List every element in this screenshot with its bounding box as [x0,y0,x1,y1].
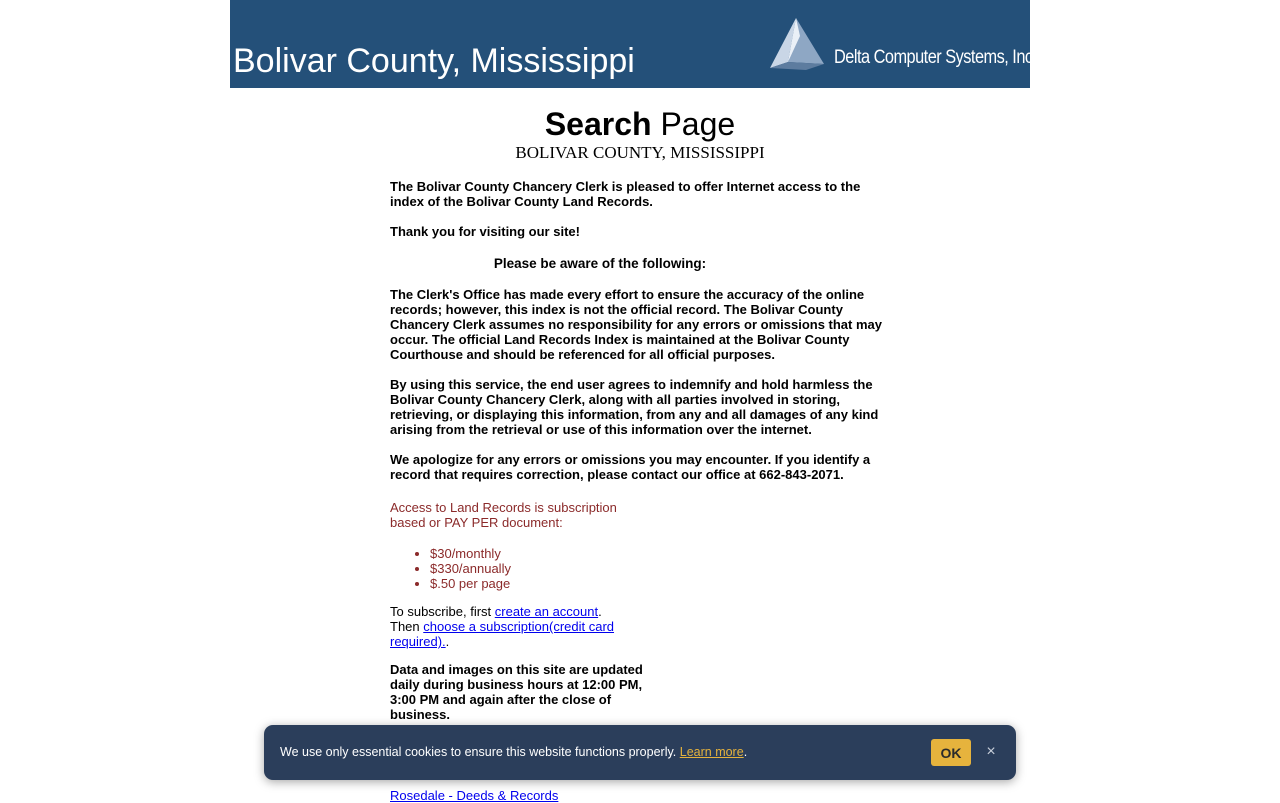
header-banner [230,0,1037,88]
page-title [0,104,1280,144]
fee-item-monthly: • $30/monthly [430,546,511,561]
close-icon[interactable]: × [986,743,996,760]
subscribe-text [390,604,650,649]
subscribe-prefix: To subscribe, first [390,604,495,619]
learn-more-link[interactable]: Learn more [679,745,744,759]
aware-heading: Please be aware of the following: [493,256,707,271]
page-title-rest: Page [651,106,736,142]
rosedale-records-link[interactable]: Rosedale - Deeds & Records [390,788,559,803]
indemnify-text: By using this service, the end user agrees to indemnify and hold harmless the Bolivar County Chancery Clerk, along with all parties involved in storing, retrieving, or displaying this information, from any and all damages of any kind arising from the retrieval or use of this information over the internet. [390,377,879,437]
choose-subscription-link[interactable]: choose a subscription(credit card required). [390,619,615,649]
logo-text: Delta Computer Systems, Inc. [834,47,1037,68]
cookie-ok-button[interactable]: OK [931,739,971,766]
cookie-message [280,745,747,759]
thanks-text: Thank you for visiting our site! [390,224,580,239]
cookie-message-text: We use only essential cookies to ensure this website functions properly. [280,745,680,759]
then-suffix: . [445,634,450,649]
delta-logo [766,16,1037,76]
site-title: Bolivar County, Mississippi [233,42,635,80]
pyramid-logo-icon [766,16,830,72]
cookie-banner [264,725,1016,780]
apology-text: We apologize for any errors or omissions you may encounter. If you identify a record that requires correction, please contact our office at 662-843-2071. [390,452,871,482]
cookie-period: . [743,745,748,759]
update-note: Data and images on this site are updated daily during business hours at 12:00 PM, 3:00 PM and again after the close of business. [390,662,643,722]
subscription-note: Access to Land Records is subscription based or PAY PER document: [390,500,617,530]
fee-list [390,546,511,591]
intro-text: The Bolivar County Chancery Clerk is pleased to offer Internet access to the index of the Bolivar County Land Records. [390,179,861,209]
fee-item-annual: • $330/annually [430,561,511,576]
then-prefix: Then [390,619,424,634]
county-subtitle: BOLIVAR COUNTY, MISSISSIPPI [515,143,765,162]
fee-item-per-page: • $.50 per page [430,576,511,591]
subscribe-mid: . [598,604,602,619]
create-account-link[interactable]: create an account [494,604,599,619]
disclaimer-text: The Clerk's Office has made every effort to ensure the accuracy of the online records; however, this index is not the official record. The Bolivar County Chancery Clerk assumes no responsibility for any errors or omissions that may occur. The official Land Records Index is maintained at the Bolivar County Courthouse and should be referenced for all official purposes. [390,287,883,362]
page-title-bold: Search [544,106,652,142]
